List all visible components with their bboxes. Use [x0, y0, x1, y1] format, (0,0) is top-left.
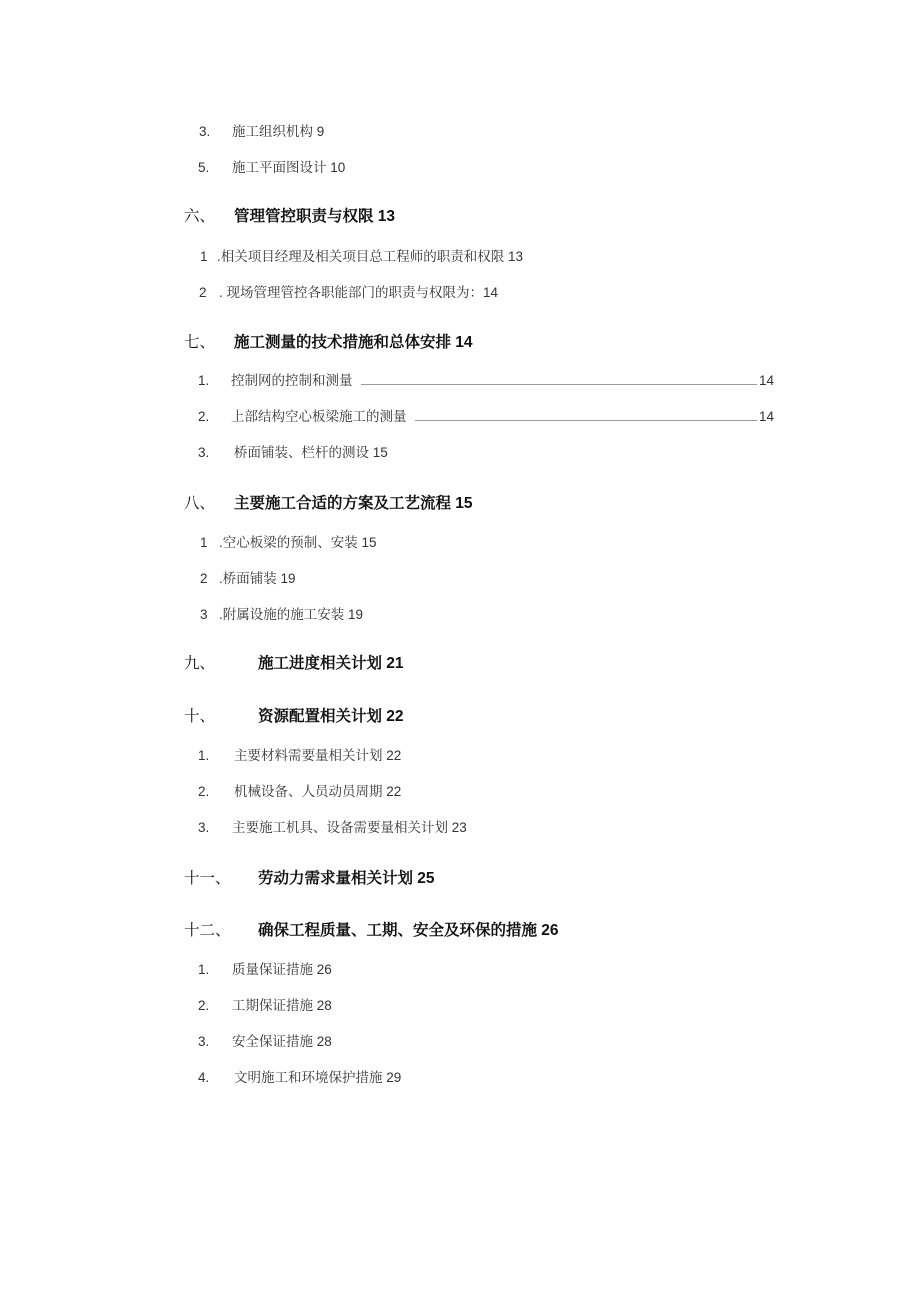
toc-title: .桥面铺装 19: [219, 571, 296, 586]
toc-number: 2: [200, 571, 208, 586]
toc-number: 3.: [199, 124, 211, 139]
toc-page-number: 14: [759, 409, 775, 424]
toc-title: 上部结构空心板梁施工的测量: [231, 409, 407, 424]
toc-title: 桥面铺装、栏杆的测设 15: [234, 445, 388, 460]
toc-number: 八、: [184, 495, 216, 512]
toc-title: .空心板梁的预制、安装 15: [219, 535, 377, 550]
toc-number: 2: [199, 285, 207, 300]
toc-number: 1: [200, 535, 208, 550]
toc-title: 控制网的控制和测量: [231, 373, 353, 388]
toc-leader-line: [415, 420, 757, 421]
toc-number: 3.: [198, 820, 210, 835]
toc-title: 管理管控职责与权限 13: [234, 208, 396, 225]
toc-title: 主要施工合适的方案及工艺流程 15: [234, 495, 473, 512]
toc-number: 十二、: [184, 922, 231, 939]
toc-title: 主要材料需要量相关计划 22: [234, 748, 402, 763]
toc-title: 施工进度相关计划 21: [258, 655, 404, 672]
toc-number: 1: [200, 249, 208, 264]
toc-title: 施工测量的技术措施和总体安排 14: [234, 334, 473, 351]
toc-number: 十一、: [184, 870, 231, 887]
toc-title: 质量保证措施 26: [232, 962, 332, 977]
toc-leader-line: [361, 384, 757, 385]
toc-title: 确保工程质量、工期、安全及环保的措施 26: [258, 922, 559, 939]
toc-number: 2.: [198, 784, 210, 799]
toc-title: .附属设施的施工安装 19: [219, 607, 364, 622]
toc-number: 2.: [198, 409, 210, 424]
toc-number: 六、: [184, 208, 216, 225]
toc-number: 1.: [198, 373, 210, 388]
toc-title: 机械设备、人员动员周期 22: [234, 784, 402, 799]
toc-title: .相关项目经理及相关项目总工程师的职责和权限 13: [217, 249, 524, 264]
toc-title: 工期保证措施 28: [232, 998, 332, 1013]
toc-number: 4.: [198, 1070, 210, 1085]
toc-title: 文明施工和环境保护措施 29: [234, 1070, 402, 1085]
toc-title: 劳动力需求量相关计划 25: [258, 870, 435, 887]
toc-number: 5.: [198, 160, 210, 175]
toc-title: 安全保证措施 28: [232, 1034, 332, 1049]
toc-number: 2.: [198, 998, 210, 1013]
toc-title: 施工平面图设计 10: [232, 160, 346, 175]
toc-title: 资源配置相关计划 22: [258, 708, 404, 725]
toc-number: 3.: [198, 1034, 210, 1049]
toc-number: 1.: [198, 962, 210, 977]
toc-title: 施工组织机构 9: [232, 124, 325, 139]
toc-number: 3: [200, 607, 208, 622]
toc-title: . 现场管理管控各职能部门的职责与权限为：14: [219, 285, 499, 300]
toc-number: 1.: [198, 748, 210, 763]
toc-page-number: 14: [759, 373, 775, 388]
toc-title: 主要施工机具、设备需要量相关计划 23: [232, 820, 467, 835]
toc-number: 十、: [184, 708, 216, 725]
toc-number: 九、: [184, 655, 216, 672]
toc-number: 3.: [198, 445, 210, 460]
toc-number: 七、: [184, 334, 216, 351]
